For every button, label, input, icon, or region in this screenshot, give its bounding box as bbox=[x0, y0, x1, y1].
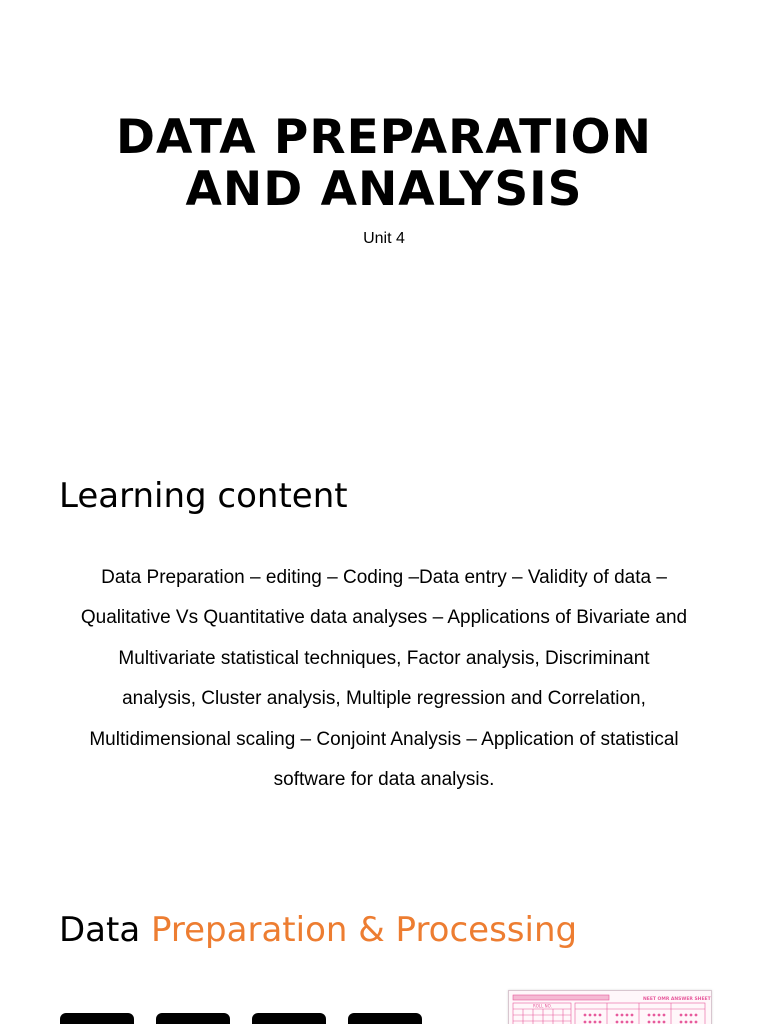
title-line-1: DATA PREPARATION bbox=[116, 110, 652, 165]
learning-content-heading: Learning content bbox=[59, 476, 348, 516]
slide-title bbox=[0, 0, 768, 440]
body-line-1: Data Preparation – editing – Coding –Data entry – Validity of data – bbox=[101, 567, 667, 588]
data-preparation-heading bbox=[59, 910, 577, 950]
slide-learning-content bbox=[0, 440, 768, 880]
body-line-2: Qualitative Vs Quantitative data analyses – Applications of Bivariate and bbox=[80, 607, 688, 629]
slide-title-heading bbox=[0, 112, 768, 216]
omr-sheet-title: NEET OMR ANSWER SHEET bbox=[643, 997, 711, 1002]
omr-roll-no-label: ROLL NO. bbox=[533, 1003, 552, 1009]
slide-subtitle: Unit 4 bbox=[363, 230, 405, 247]
title-line-2: AND ANALYSIS bbox=[185, 162, 583, 217]
body-line-4: analysis, Cluster analysis, Multiple regression and Correlation, bbox=[122, 688, 646, 710]
omr-sheet-drawing bbox=[509, 991, 711, 1024]
body-line-3: Multivariate statistical techniques, Factor analysis, Discriminant bbox=[118, 647, 650, 669]
heading-plain-part: Data bbox=[59, 910, 151, 950]
learning-content-body bbox=[40, 558, 728, 800]
clipped-body-text bbox=[60, 1013, 490, 1024]
omr-sheet-image bbox=[508, 990, 712, 1024]
heading-accent-part: Preparation & Processing bbox=[151, 910, 578, 950]
slide-data-preparation bbox=[0, 880, 768, 1024]
body-line-5: Multidimensional scaling – Conjoint Analysis – Application of statistical bbox=[89, 728, 679, 750]
body-line-6: software for data analysis. bbox=[273, 769, 495, 791]
